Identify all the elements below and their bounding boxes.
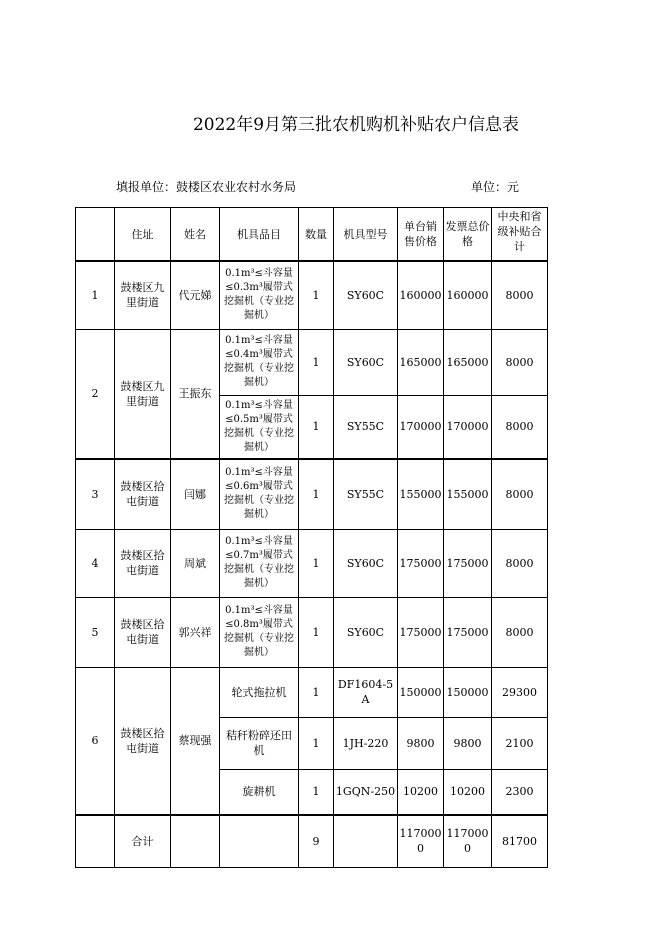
row-model: 1GQN-250 <box>334 769 398 815</box>
row-address: 鼓楼区拾屯街道 <box>115 667 171 815</box>
row-model: 1JH-220 <box>334 717 398 769</box>
header-model: 机具型号 <box>334 208 398 262</box>
row-unit-price: 165000 <box>398 329 444 395</box>
row-no: 1 <box>76 261 115 329</box>
header-name: 姓名 <box>171 208 220 262</box>
row-item: 轮式拖拉机 <box>220 667 299 717</box>
row-address: 鼓楼区拾屯街道 <box>115 529 171 597</box>
row-no: 5 <box>76 597 115 667</box>
reporting-unit: 填报单位：鼓楼区农业农村水务局 <box>116 180 297 194</box>
row-unit-price: 160000 <box>398 261 444 329</box>
total-name <box>171 815 220 867</box>
row-subsidy: 29300 <box>492 667 548 717</box>
row-model: SY60C <box>334 597 398 667</box>
row-unit-price: 175000 <box>398 529 444 597</box>
row-model: DF1604-5A <box>334 667 398 717</box>
row-qty: 1 <box>299 459 334 529</box>
table-row <box>76 459 548 529</box>
row-model: SY60C <box>334 329 398 395</box>
row-invoice: 9800 <box>444 717 492 769</box>
row-subsidy: 8000 <box>492 459 548 529</box>
row-subsidy: 2100 <box>492 717 548 769</box>
row-subsidy: 8000 <box>492 529 548 597</box>
header-row <box>76 208 548 262</box>
row-unit-price: 155000 <box>398 459 444 529</box>
row-address: 鼓楼区拾屯街道 <box>115 597 171 667</box>
header-no <box>76 208 115 262</box>
row-name: 代元娣 <box>171 261 220 329</box>
row-invoice: 10200 <box>444 769 492 815</box>
row-qty: 1 <box>299 329 334 395</box>
row-unit-price: 150000 <box>398 667 444 717</box>
row-invoice: 175000 <box>444 597 492 667</box>
row-model: SY55C <box>334 459 398 529</box>
row-qty: 1 <box>299 597 334 667</box>
row-qty: 1 <box>299 717 334 769</box>
header-subsidy <box>492 208 548 262</box>
row-item: 0.1m³≤斗容量≤0.3m³履带式挖掘机（专业挖掘机） <box>220 261 299 329</box>
table-row <box>76 667 548 717</box>
row-name: 周斌 <box>171 529 220 597</box>
row-invoice: 175000 <box>444 529 492 597</box>
row-qty: 1 <box>299 261 334 329</box>
table-row <box>76 529 548 597</box>
row-subsidy: 8000 <box>492 261 548 329</box>
row-invoice: 150000 <box>444 667 492 717</box>
row-model: SY60C <box>334 261 398 329</box>
total-qty: 9 <box>299 815 334 867</box>
total-row <box>76 815 548 867</box>
row-invoice: 160000 <box>444 261 492 329</box>
row-item: 0.1m³≤斗容量≤0.7m³履带式挖掘机（专业挖掘机） <box>220 529 299 597</box>
table-row <box>76 597 548 667</box>
header-qty: 数量 <box>299 208 334 262</box>
row-invoice: 170000 <box>444 395 492 459</box>
row-no: 6 <box>76 667 115 815</box>
row-address: 鼓楼区拾屯街道 <box>115 459 171 529</box>
row-unit-price: 10200 <box>398 769 444 815</box>
page-title: 2022年9月第三批农机购机补贴农户信息表 <box>192 115 520 135</box>
row-no: 2 <box>76 329 115 459</box>
table-row <box>76 261 548 329</box>
row-invoice: 165000 <box>444 329 492 395</box>
row-unit-price: 175000 <box>398 597 444 667</box>
total-invoice: 1170000 <box>444 815 492 867</box>
row-item: 旋耕机 <box>220 769 299 815</box>
total-item <box>220 815 299 867</box>
row-name: 郭兴祥 <box>171 597 220 667</box>
row-unit-price: 170000 <box>398 395 444 459</box>
row-subsidy: 8000 <box>492 329 548 395</box>
row-no: 3 <box>76 459 115 529</box>
row-name: 王振东 <box>171 329 220 459</box>
row-item: 0.1m³≤斗容量≤0.6m³履带式挖掘机（专业挖掘机） <box>220 459 299 529</box>
total-label: 合计 <box>115 815 171 867</box>
row-qty: 1 <box>299 769 334 815</box>
row-qty: 1 <box>299 395 334 459</box>
row-qty: 1 <box>299 667 334 717</box>
header-invoice: 发票总价格 <box>444 208 492 262</box>
row-name: 闫娜 <box>171 459 220 529</box>
row-subsidy: 2300 <box>492 769 548 815</box>
row-model: SY55C <box>334 395 398 459</box>
header-address: 住址 <box>115 208 171 262</box>
row-unit-price: 9800 <box>398 717 444 769</box>
row-address: 鼓楼区九里街道 <box>115 329 171 459</box>
row-item: 秸秆粉碎还田机 <box>220 717 299 769</box>
row-name: 蔡现强 <box>171 667 220 815</box>
currency-unit: 单位：元 <box>471 180 520 194</box>
total-subsidy: 81700 <box>492 815 548 867</box>
total-unit-price: 1170000 <box>398 815 444 867</box>
total-model <box>334 815 398 867</box>
row-item: 0.1m³≤斗容量≤0.4m³履带式挖掘机（专业挖掘机） <box>220 329 299 395</box>
row-item: 0.1m³≤斗容量≤0.5m³履带式挖掘机（专业挖掘机） <box>220 395 299 459</box>
table-row <box>76 329 548 395</box>
row-address: 鼓楼区九里街道 <box>115 261 171 329</box>
row-item: 0.1m³≤斗容量≤0.8m³履带式挖掘机（专业挖掘机） <box>220 597 299 667</box>
row-model: SY60C <box>334 529 398 597</box>
row-no: 4 <box>76 529 115 597</box>
row-subsidy: 8000 <box>492 597 548 667</box>
row-qty: 1 <box>299 529 334 597</box>
row-subsidy: 8000 <box>492 395 548 459</box>
row-invoice: 155000 <box>444 459 492 529</box>
total-no <box>76 815 115 867</box>
header-item: 机具品目 <box>220 208 299 262</box>
header-subsidy-text: 中央和省级补贴合计 <box>497 210 542 253</box>
subsidy-table <box>75 207 548 868</box>
header-unit-price: 单台销售价格 <box>398 208 444 262</box>
